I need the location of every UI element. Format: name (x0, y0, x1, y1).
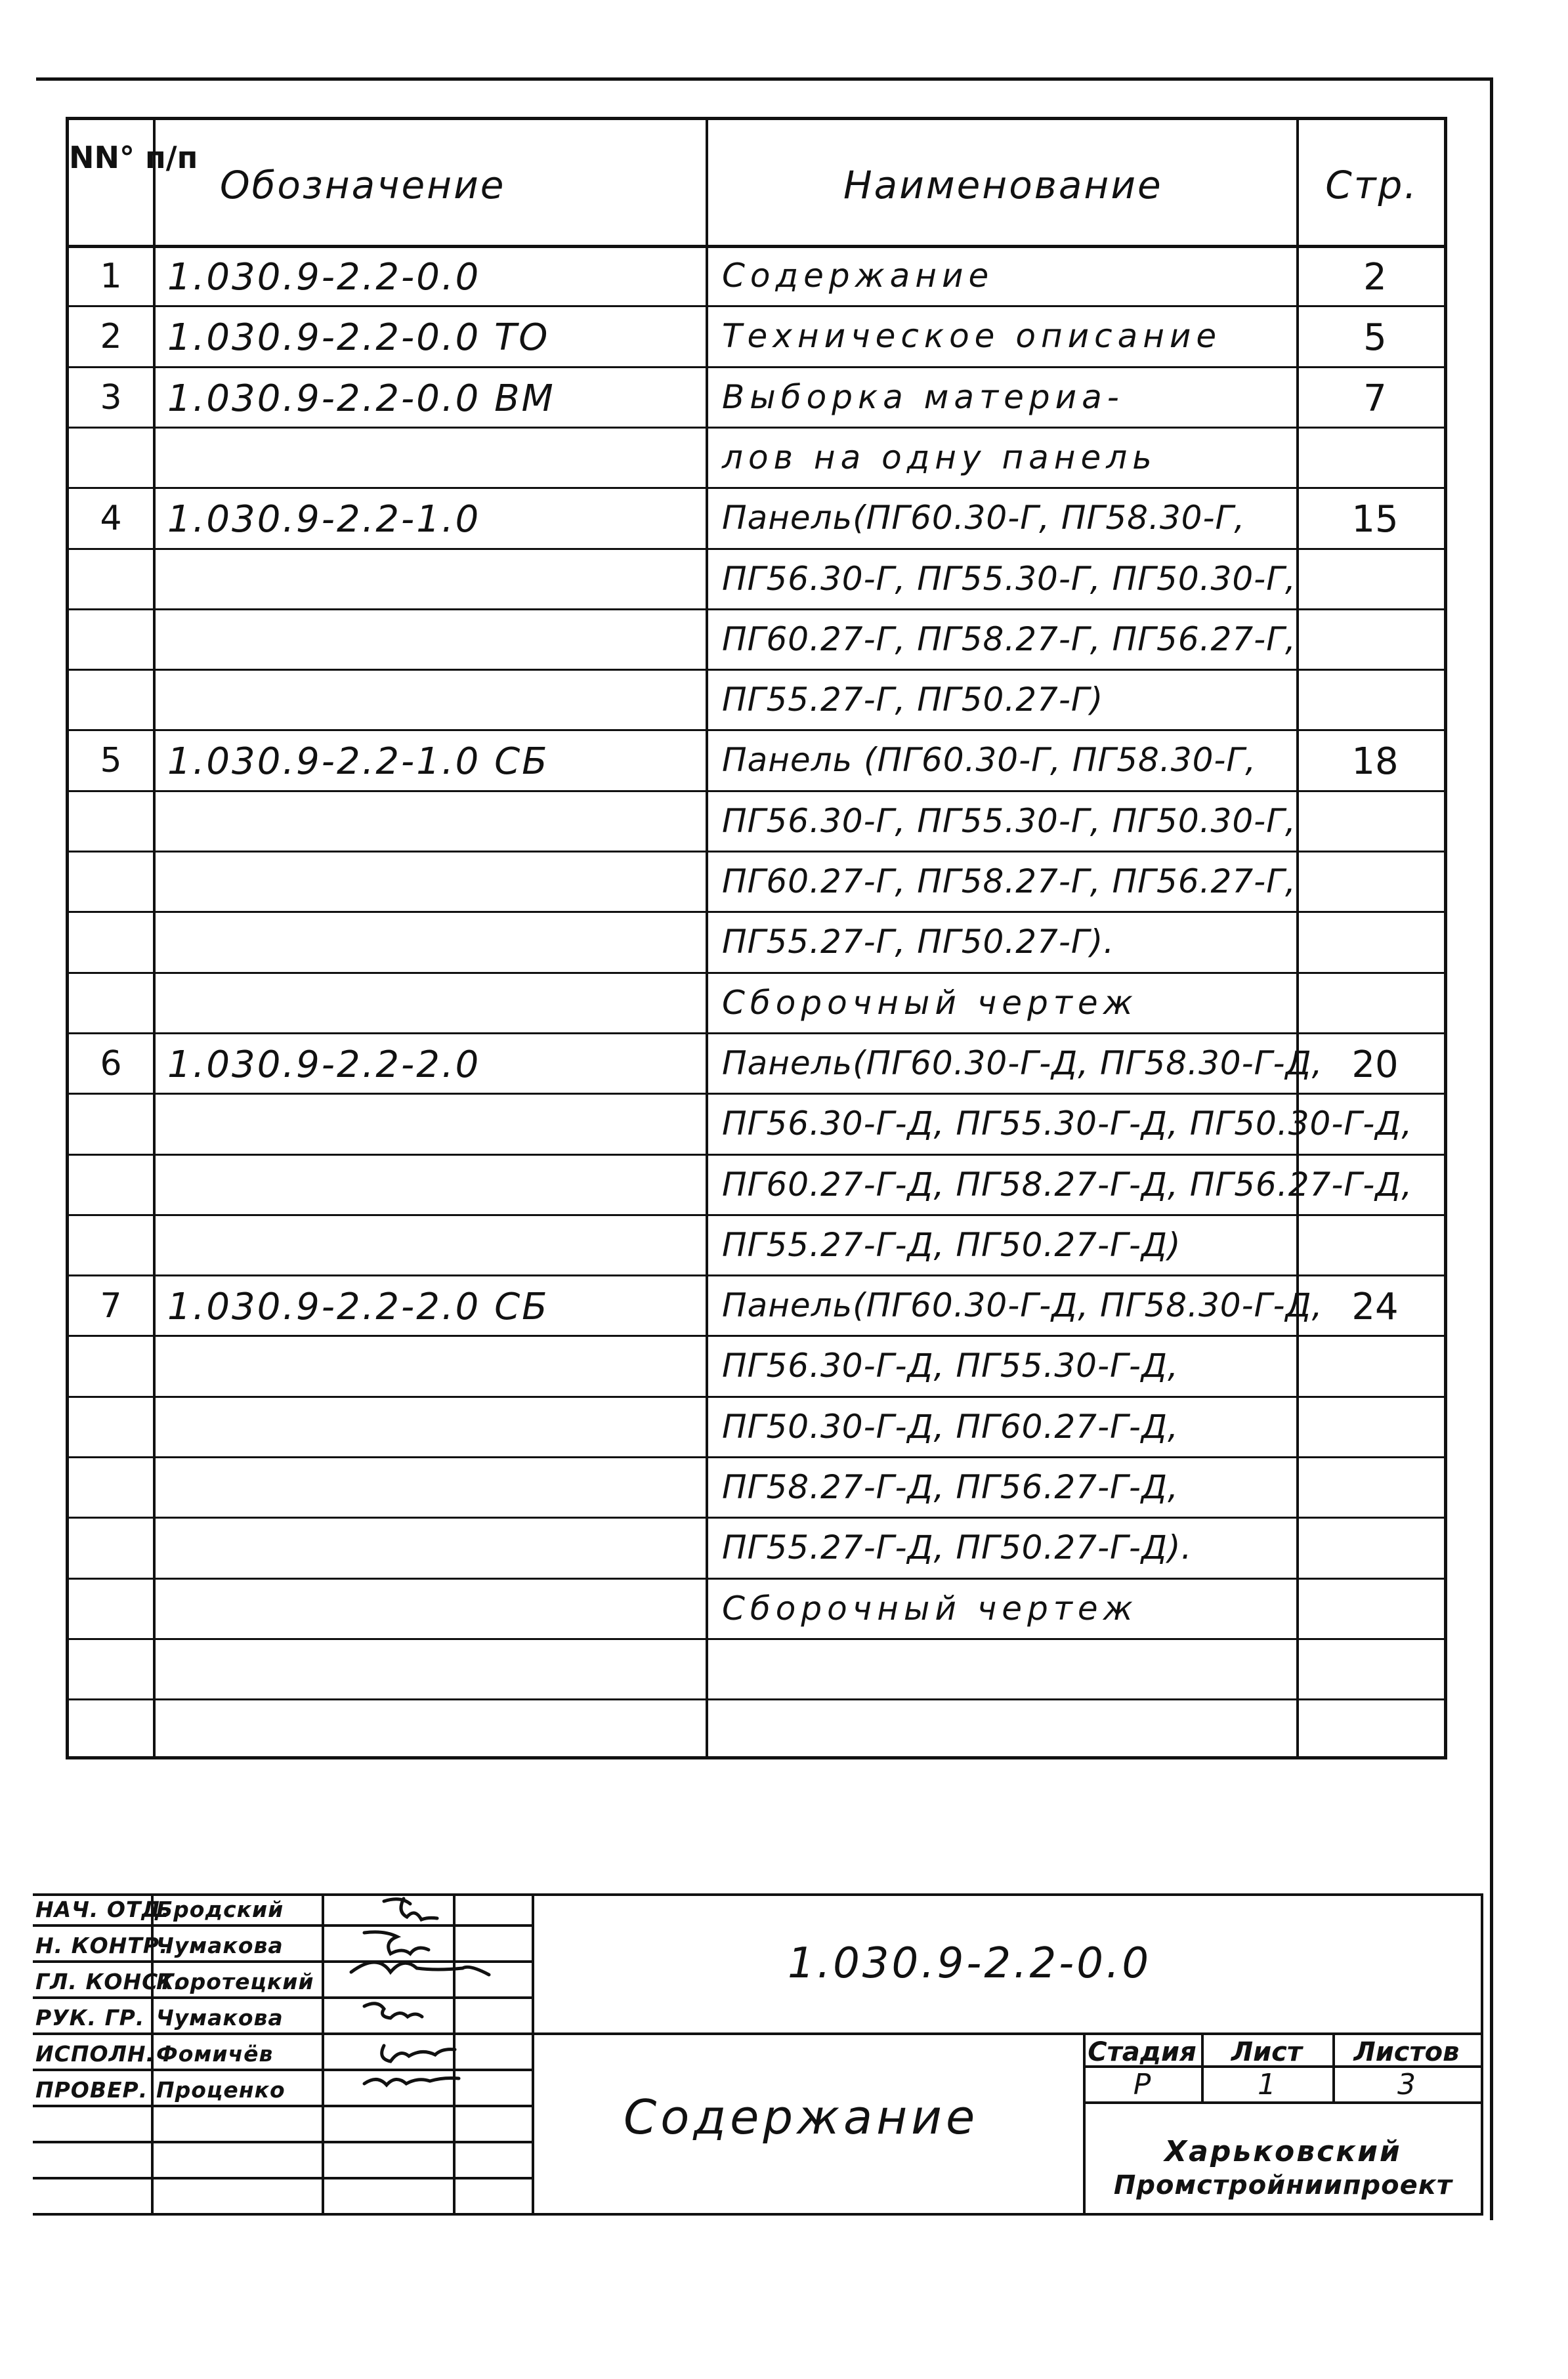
organization-name: Харьковский (1164, 2135, 1402, 2168)
row-page: 15 (1351, 498, 1399, 541)
stage-value: Р (1133, 2068, 1151, 2101)
row-divider (69, 851, 1444, 853)
row-name: ПГ55.27-Г-Д, ПГ50.27-Г-Д). (722, 1528, 1193, 1567)
document-code: 1.030.9-2.2-0.0 (788, 1939, 1152, 1988)
row-divider (69, 1517, 1444, 1519)
row-divider (69, 1093, 1444, 1095)
row-page: 7 (1363, 377, 1387, 420)
row-divider (69, 1698, 1444, 1700)
row-designation: 1.030.9-2.2-1.0 (167, 498, 481, 541)
tb-line (532, 1893, 534, 2215)
row-name: ПГ58.27-Г-Д, ПГ56.27-Г-Д, (722, 1468, 1179, 1506)
row-number: 2 (100, 317, 122, 357)
row-name: Выборка материа- (722, 377, 1124, 416)
header-designation: Обозначение (220, 163, 506, 207)
signatory-name: Чумакова (156, 1933, 284, 1958)
signatory-role: ИСПОЛН. (35, 2041, 156, 2067)
row-number: 4 (100, 499, 122, 539)
contents-table (66, 117, 1447, 1759)
row-page: 5 (1363, 316, 1387, 360)
tb-line (33, 2177, 532, 2179)
sheet-label: Лист (1231, 2037, 1303, 2067)
signatory-name: Коротецкий (156, 1969, 314, 1994)
signatory-name: Бродский (156, 1897, 284, 1922)
row-designation: 1.030.9-2.2-0.0 ВМ (167, 377, 555, 420)
row-divider (69, 548, 1444, 550)
row-number: 7 (100, 1286, 122, 1326)
row-name: ПГ55.27-Г, ПГ50.27-Г) (722, 681, 1104, 719)
row-divider (69, 1274, 1444, 1276)
row-divider (69, 366, 1444, 368)
row-name: ПГ56.30-Г-Д, ПГ55.30-Г-Д, ПГ50.30-Г-Д, (722, 1105, 1413, 1143)
signatory-role: НАЧ. ОТД. (35, 1897, 171, 1922)
sheets-label: Листов (1353, 2037, 1460, 2067)
tb-line (1083, 2101, 1483, 2104)
row-divider (69, 1578, 1444, 1580)
row-name: Содержание (722, 257, 994, 295)
stage-label: Стадия (1088, 2037, 1197, 2067)
row-page: 18 (1351, 740, 1399, 784)
row-name: Панель (ПГ60.30-Г, ПГ58.30-Г, (722, 741, 1257, 780)
row-number: 6 (100, 1043, 122, 1084)
header-num: NN° п/п (69, 140, 198, 175)
row-name: ПГ55.27-Г-Д, ПГ50.27-Г-Д) (722, 1225, 1181, 1264)
row-name: Панель(ПГ60.30-Г-Д, ПГ58.30-Г-Д, (722, 1286, 1323, 1325)
tb-line (33, 2141, 532, 2143)
row-divider (69, 790, 1444, 792)
row-divider (69, 972, 1444, 974)
row-name: лов на одну панель (722, 438, 1157, 476)
row-page: 24 (1351, 1286, 1399, 1329)
row-divider (69, 608, 1444, 610)
row-name: Техническое описание (722, 317, 1222, 356)
row-name: ПГ50.30-Г-Д, ПГ60.27-Г-Д, (722, 1407, 1179, 1446)
row-name: ПГ56.30-Г, ПГ55.30-Г, ПГ50.30-Г, (722, 801, 1296, 840)
row-divider (69, 1335, 1444, 1337)
row-divider (69, 1396, 1444, 1398)
header-page: Стр. (1325, 163, 1418, 207)
row-divider (69, 427, 1444, 429)
row-name: Панель(ПГ60.30-Г, ПГ58.30-Г, (722, 499, 1246, 537)
tb-line (33, 1893, 1483, 1896)
row-designation: 1.030.9-2.2-2.0 (167, 1043, 481, 1086)
tb-line (322, 1893, 324, 2215)
signatory-role: ГЛ. КОНСТ. (35, 1969, 183, 1994)
handwritten-signatures (325, 1893, 522, 2110)
row-name: Панель(ПГ60.30-Г-Д, ПГ58.30-Г-Д, (722, 1043, 1323, 1082)
signatory-name: Чумакова (156, 2005, 284, 2031)
row-divider (69, 911, 1444, 913)
row-designation: 1.030.9-2.2-0.0 ТО (167, 316, 550, 360)
row-divider (69, 1214, 1444, 1216)
signatory-role: Н. КОНТР. (35, 1933, 169, 1958)
signatory-name: Проценко (156, 2077, 286, 2103)
sheet-value: 1 (1258, 2068, 1276, 2101)
organization-name-line2: Промстройниипроект (1113, 2170, 1453, 2200)
document-title: Содержание (624, 2090, 979, 2145)
row-name: ПГ55.27-Г, ПГ50.27-Г). (722, 923, 1115, 961)
signatory-role: РУК. ГР. (35, 2005, 145, 2031)
title-block (33, 1893, 1483, 2215)
tb-line (1481, 1893, 1483, 2215)
row-divider (69, 305, 1444, 307)
row-number: 1 (100, 257, 122, 296)
header-name: Наименование (843, 163, 1163, 207)
row-name: ПГ60.27-Г, ПГ58.27-Г, ПГ56.27-Г, (722, 862, 1296, 900)
row-designation: 1.030.9-2.2-2.0 СБ (167, 1286, 549, 1329)
row-divider (69, 1456, 1444, 1458)
tb-line (33, 2213, 1483, 2216)
row-divider (69, 669, 1444, 671)
row-divider (69, 1638, 1444, 1640)
row-divider (69, 487, 1444, 489)
row-divider (69, 729, 1444, 731)
row-name: ПГ60.27-Г-Д, ПГ58.27-Г-Д, ПГ56.27-Г-Д, (722, 1165, 1413, 1204)
row-page: 20 (1351, 1043, 1399, 1086)
row-designation: 1.030.9-2.2-0.0 (167, 256, 481, 299)
signatory-role: ПРОВЕР. (35, 2077, 148, 2103)
sheets-value: 3 (1397, 2068, 1416, 2101)
header-divider (69, 245, 1444, 248)
row-name: ПГ56.30-Г-Д, ПГ55.30-Г-Д, (722, 1347, 1179, 1385)
signatory-name: Фомичёв (156, 2041, 274, 2067)
row-divider (69, 1032, 1444, 1034)
tb-line (33, 2032, 1483, 2035)
row-number: 3 (100, 377, 122, 417)
row-name: ПГ56.30-Г, ПГ55.30-Г, ПГ50.30-Г, (722, 559, 1296, 598)
row-name: ПГ60.27-Г, ПГ58.27-Г, ПГ56.27-Г, (722, 620, 1296, 658)
row-page: 2 (1363, 256, 1387, 299)
row-number: 5 (100, 741, 122, 781)
row-divider (69, 1154, 1444, 1156)
row-name: Сборочный чертеж (722, 1589, 1138, 1628)
row-name: Сборочный чертеж (722, 983, 1138, 1022)
row-designation: 1.030.9-2.2-1.0 СБ (167, 740, 549, 784)
